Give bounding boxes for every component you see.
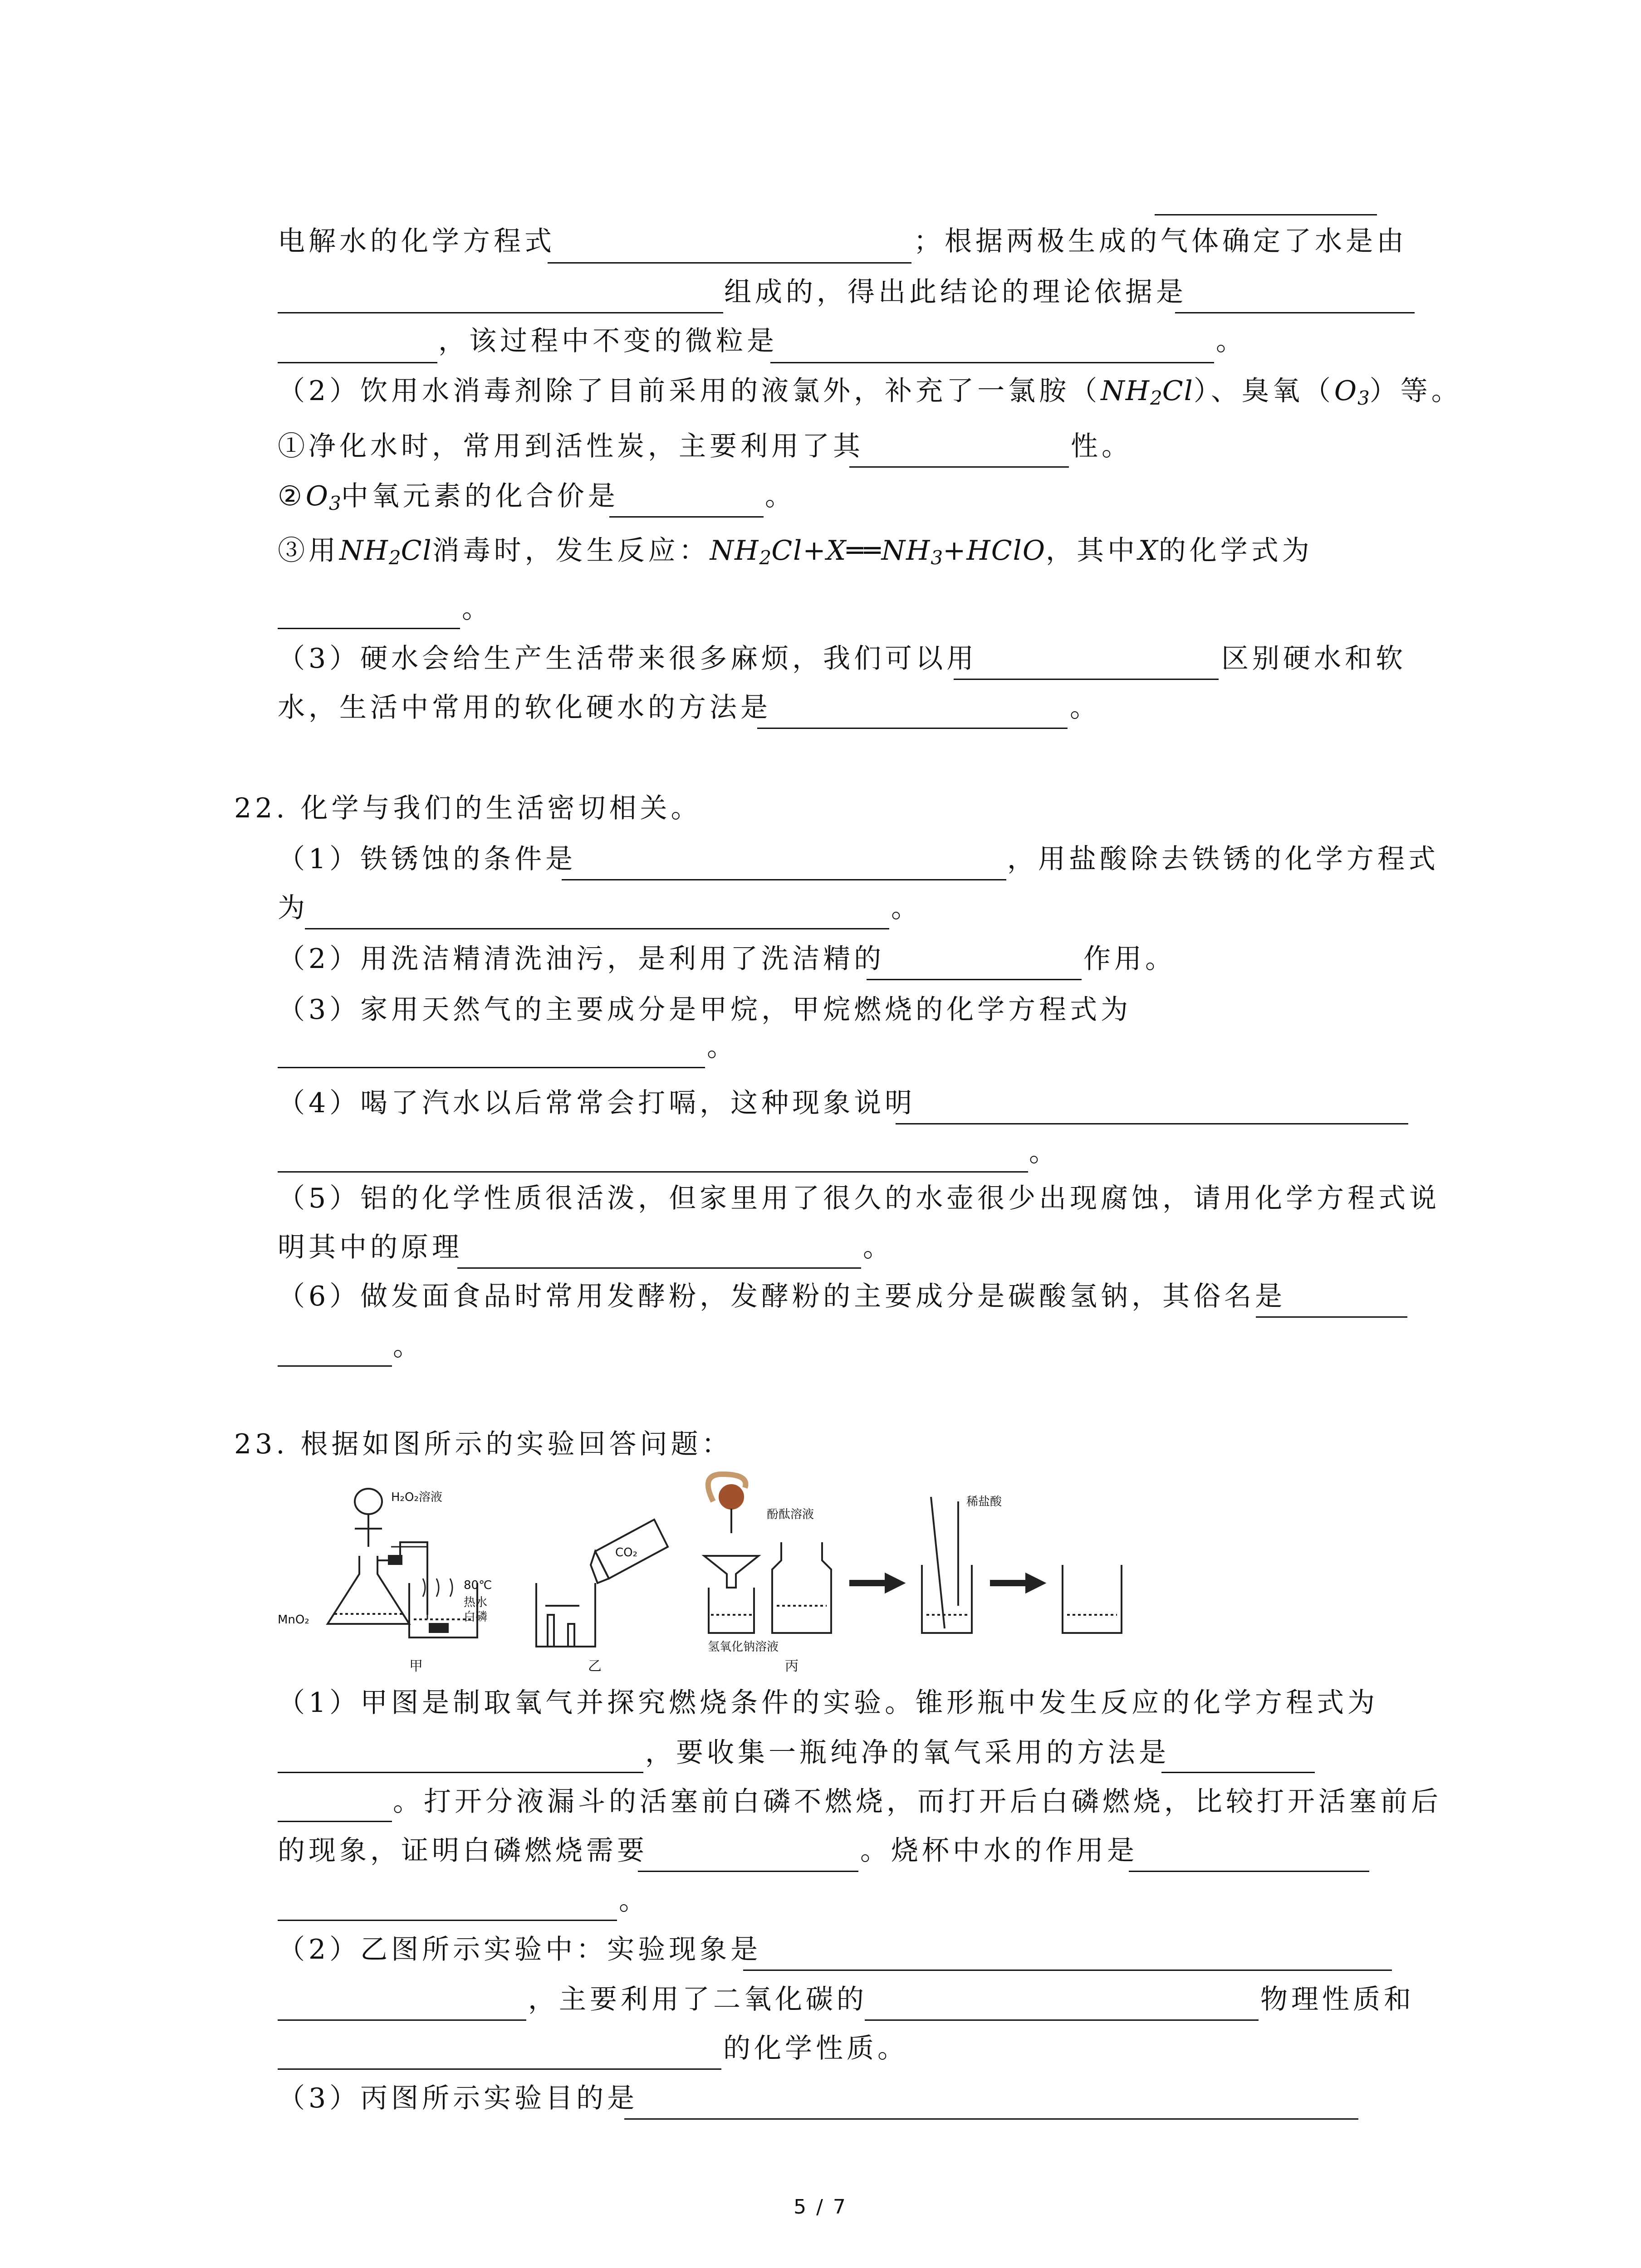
text-line: 。 (707, 1031, 738, 1063)
answer-blank[interactable] (562, 879, 1006, 880)
text-line: （5）铝的化学性质很活泼，但家里用了很久的水壶很少出现腐蚀，请用化学方程式说 (278, 1183, 1440, 1214)
text-line: 。 (863, 1232, 894, 1263)
answer-blank[interactable] (638, 1871, 858, 1872)
text-line: 。 (1216, 325, 1247, 357)
answer-blank[interactable] (849, 466, 1069, 468)
text-line: $②O_3$中氧元素的化合价是 (278, 480, 619, 514)
answer-blank[interactable] (770, 362, 1214, 363)
text-line: ①净化水时，常用到活性炭，主要利用了其 (278, 430, 864, 462)
answer-blank[interactable] (278, 628, 460, 629)
text-line: 。打开分液漏斗的活塞前白磷不燃烧，而打开后白磷燃烧，比较打开活塞前后 (393, 1786, 1442, 1818)
answer-blank[interactable] (278, 1171, 1028, 1173)
answer-blank[interactable] (624, 2118, 1358, 2120)
figure-caption: 丙 (785, 1658, 798, 1674)
text-line: 。 (393, 1330, 424, 1362)
figure-label: 热水 (464, 1596, 488, 1609)
text-line: 。烧杯中水的作用是 (860, 1835, 1138, 1867)
answer-blank[interactable] (278, 1920, 617, 1921)
answer-blank[interactable] (278, 1772, 643, 1773)
text-line: 为 (278, 892, 309, 924)
figure-label: H₂O₂溶液 (391, 1491, 442, 1504)
text-line: （3）丙图所示实验目的是 (278, 2082, 638, 2114)
text-line: 性。 (1071, 430, 1132, 462)
question-title: 22. 化学与我们的生活密切相关。 (234, 792, 702, 824)
figure-label: 白磷 (464, 1610, 488, 1624)
text-line: （1）铁锈蚀的条件是 (278, 843, 577, 875)
answer-blank[interactable] (457, 1267, 861, 1269)
text-line: （3）硬水会给生产生活带来很多麻烦，我们可以用 (278, 643, 978, 675)
text-line: 。 (891, 892, 922, 924)
text-line: 物理性质和 (1260, 1984, 1415, 2015)
text-line: 。 (619, 1885, 650, 1916)
text-line: 。 (1070, 692, 1101, 723)
answer-blank[interactable] (1129, 1871, 1369, 1872)
text-line: 作用。 (1083, 943, 1176, 975)
figure-label: 80℃ (464, 1579, 492, 1592)
text-line: 电解水的化学方程式 (278, 225, 555, 257)
text-line: ；根据两极生成的气体确定了水是由 (914, 225, 1407, 257)
text-line: （6）做发面食品时常用发酵粉，发酵粉的主要成分是碳酸氢钠，其俗名是 (278, 1281, 1286, 1312)
text-line: （1）甲图是制取氧气并探究燃烧条件的实验。锥形瓶中发生反应的化学方程式为 (278, 1687, 1379, 1719)
answer-blank[interactable] (609, 516, 764, 518)
answer-blank[interactable] (865, 2019, 1259, 2021)
text-line: 的现象，证明白磷燃烧需要 (278, 1835, 648, 1867)
answer-blank[interactable] (1175, 312, 1415, 313)
answer-blank[interactable] (278, 362, 437, 363)
answer-blank[interactable] (548, 262, 911, 264)
text-line: 。 (462, 593, 493, 625)
text-line: 水，生活中常用的软化硬水的方法是 (278, 692, 771, 723)
text-line: ，用盐酸除去铁锈的化学方程式 (1007, 843, 1439, 875)
answer-blank[interactable] (278, 1365, 392, 1367)
text-line: （3）家用天然气的主要成分是甲烷，甲烷燃烧的化学方程式为 (278, 994, 1132, 1026)
text-line: ，主要利用了二氧化碳的 (528, 1984, 867, 2015)
text-line: （4）喝了汽水以后常常会打嗝，这种现象说明 (278, 1087, 916, 1119)
page-number: 5 / 7 (794, 2195, 847, 2219)
answer-blank[interactable] (305, 928, 889, 929)
figure-label: 氢氧化钠溶液 (708, 1640, 779, 1654)
text-line: ，该过程中不变的微粒是 (438, 325, 778, 357)
figure-label: 稀盐酸 (966, 1495, 1002, 1509)
figure-label: MnO₂ (278, 1613, 309, 1627)
answer-blank[interactable] (743, 1970, 1392, 1971)
answer-blank[interactable] (278, 2068, 721, 2070)
answer-blank[interactable] (954, 679, 1219, 680)
answer-blank[interactable] (757, 728, 1068, 729)
question-title: 23. 根据如图所示的实验回答问题： (234, 1428, 733, 1460)
answer-blank[interactable] (1256, 1316, 1407, 1318)
figure-label: 酚酞溶液 (767, 1508, 814, 1521)
text-line: （2）乙图所示实验中：实验现象是 (278, 1934, 762, 1965)
text-line: 。 (765, 480, 796, 512)
text-line: ，要收集一瓶纯净的氧气采用的方法是 (645, 1737, 1170, 1769)
text-line: 组成的，得出此结论的理论依据是 (724, 276, 1187, 308)
answer-blank[interactable] (278, 1067, 705, 1068)
answer-blank[interactable] (278, 312, 723, 313)
answer-blank[interactable] (278, 2019, 526, 2021)
text-line: 的化学性质。 (723, 2033, 908, 2064)
answer-blank[interactable] (867, 979, 1082, 980)
figure-caption: 甲 (409, 1658, 423, 1674)
answer-blank[interactable] (278, 1821, 392, 1822)
text-line: （2）用洗洁精清洗油污，是利用了洗洁精的 (278, 943, 885, 975)
answer-blank[interactable] (1161, 1772, 1315, 1773)
text-line: 明其中的原理 (278, 1232, 463, 1263)
figure-caption: 乙 (588, 1658, 602, 1674)
answer-blank[interactable] (896, 1123, 1408, 1124)
figure-label: CO₂ (615, 1546, 638, 1559)
text-line: 。 (1029, 1136, 1060, 1168)
text-line: （2）饮用水消毒剂除了目前采用的液氯外，补充了一氯胺$(NH_2Cl)$、臭氧$(O_3)$等。 (278, 375, 1462, 409)
answer-blank[interactable] (1155, 214, 1377, 215)
text-line: 区别硬水和软 (1221, 643, 1406, 675)
text-line: ③用$NH_2Cl$消毒时，发生反应：$NH_2Cl+X══NH_3+HClO$，其中X的化学式为 (278, 535, 1313, 569)
